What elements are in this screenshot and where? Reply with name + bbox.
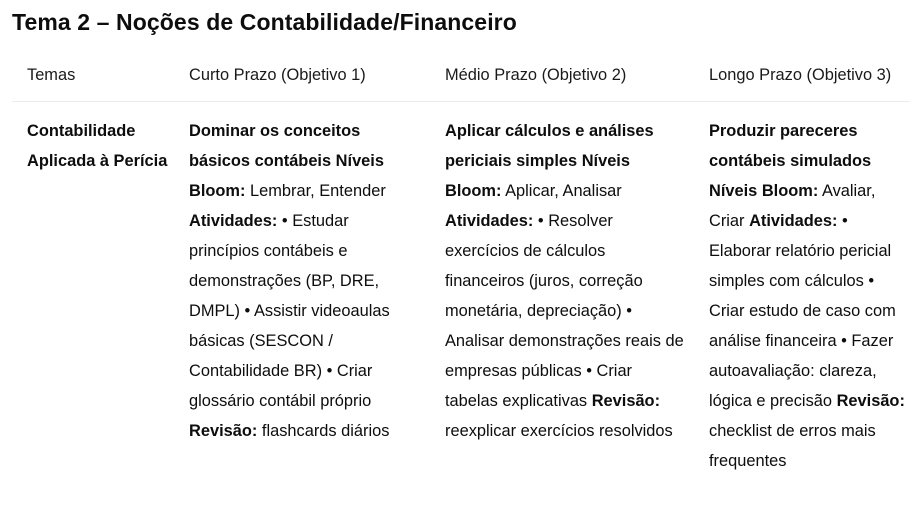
header-temas: Temas xyxy=(27,66,76,84)
study-plan-table xyxy=(12,54,910,476)
objetivo-text: Aplicar cálculos e análises periciais simples xyxy=(445,122,654,170)
curto-prazo-cell xyxy=(174,102,430,476)
atividades-value: • Resolver exercícios de cálculos financeiros (juros, correção monetária, depreciação) • Analisar demonstrações reais de empresas públicas • Criar tabelas explicativas xyxy=(445,212,684,410)
niveis-value: Lembrar, Entender xyxy=(250,182,386,200)
niveis-value: Aplicar, Analisar xyxy=(505,182,622,200)
atividades-value: • Elaborar relatório pericial simples com cálculos • Criar estudo de caso com análise financeira • Fazer autoavaliação: clareza, lógica e precisão xyxy=(709,212,896,410)
niveis-label: Níveis Bloom: xyxy=(709,182,819,200)
tema-cell: Contabilidade Aplicada à Perícia xyxy=(27,122,168,170)
revisao-value: checklist de erros mais frequentes xyxy=(709,422,876,470)
revisao-value: flashcards diários xyxy=(261,422,390,440)
longo-prazo-cell xyxy=(694,102,910,476)
header-medio-prazo: Médio Prazo (Objetivo 2) xyxy=(445,66,627,84)
page-title: Tema 2 – Noções de Contabilidade/Financeiro xyxy=(12,9,517,35)
niveis-label: Níveis Bloom: xyxy=(189,152,384,200)
niveis-label: Níveis Bloom: xyxy=(445,152,630,200)
revisao-value: reexplicar exercícios resolvidos xyxy=(445,422,673,440)
revisao-label: Revisão: xyxy=(591,392,661,410)
atividades-value: • Estudar princípios contábeis e demonstrações (BP, DRE, DMPL) • Assistir videoaulas básicas (SESCON / Contabilidade BR) • Criar glossário contábil próprio xyxy=(189,212,390,410)
atividades-label: Atividades: xyxy=(749,212,838,230)
niveis-value: Avaliar, Criar xyxy=(709,182,876,230)
objetivo-text: Produzir pareceres contábeis simulados xyxy=(709,122,872,170)
medio-prazo-cell xyxy=(430,102,694,476)
table-row xyxy=(12,102,910,476)
header-longo-prazo: Longo Prazo (Objetivo 3) xyxy=(709,66,892,84)
table-header-row xyxy=(12,54,910,102)
objetivo-text: Dominar os conceitos básicos contábeis xyxy=(189,122,361,170)
revisao-label: Revisão: xyxy=(189,422,258,440)
atividades-label: Atividades: xyxy=(445,212,534,230)
revisao-label: Revisão: xyxy=(836,392,905,410)
atividades-label: Atividades: xyxy=(189,212,278,230)
header-curto-prazo: Curto Prazo (Objetivo 1) xyxy=(189,66,366,84)
